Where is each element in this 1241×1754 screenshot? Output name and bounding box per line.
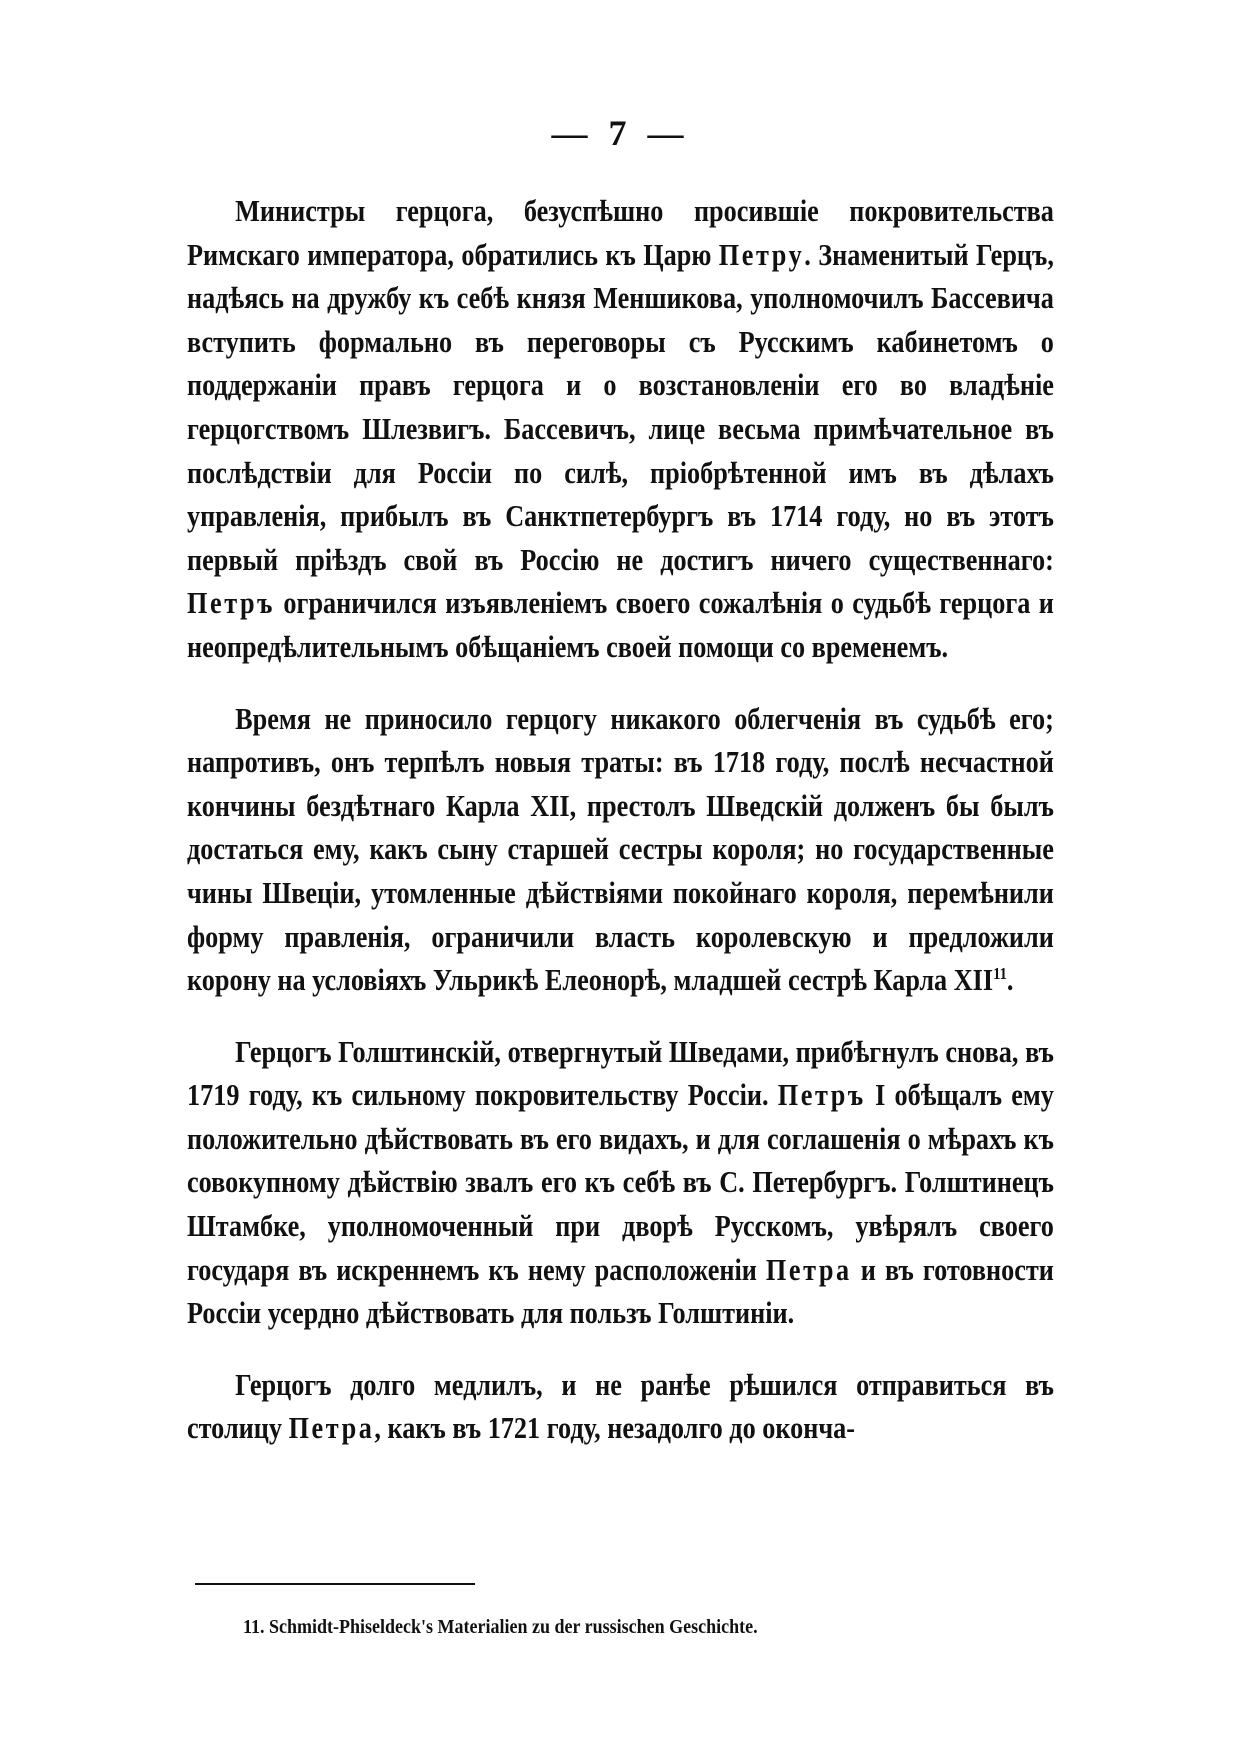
name-petr: Петру — [718, 237, 805, 272]
paragraph-3: Герцогъ Голштинскій, отвергнутый Шведами, прибѣгнулъ снова, въ 1719 году, къ сильному покровительству Россіи. Петръ I обѣщалъ ему положительно дѣйствовать въ его видахъ, и для соглашенія о мѣрахъ къ совокупному дѣйствію звалъ его къ себѣ въ С. Петербургъ. Голштинецъ Штамбке, уполномоченный при дворѣ Русскомъ, увѣрялъ своего государя въ искреннемъ къ нему расположеніи Петра и въ готовности Россіи усердно дѣйствовать для пользъ Голштиніи. — [187, 1034, 1054, 1331]
body-text — [187, 190, 1054, 1479]
name-petr: Петръ — [777, 1078, 866, 1113]
name-petr: Петръ — [187, 586, 276, 621]
page-number: — 7 — — [551, 113, 690, 153]
footnote-divider — [195, 1583, 475, 1585]
name-petra: Петра — [288, 1411, 375, 1446]
footnote: 11. Schmidt-Phiseldeck's Materialien zu der russischen Geschichte. — [243, 1616, 758, 1638]
paragraph-1: Министры герцога, безуспѣшно просившіе покровительства Римскаго императора, обратились къ Царю Петру. Знаменитый Герцъ, надѣясь на дружбу къ себѣ князя Меншикова, уполномочилъ Бассевича вступить формально въ переговоры съ Русскимъ кабинетомъ о поддержаніи правъ герцога и о возстановленіи его во владѣніе герцогствомъ Шлезвигъ. Бассевичъ, лице весьма примѣчательное въ послѣдствіи для Россіи по силѣ, пріобрѣтенной имъ въ дѣлахъ управленія, прибылъ въ Санктпетербургъ въ 1714 году, но въ этотъ первый пріѣздъ свой въ Россію не достигъ ничего существеннаго: Петръ ограничился изъявленіемъ своего сожалѣнія о судьбѣ герцога и неопредѣлительнымъ обѣщаніемъ своей помощи со временемъ. — [187, 194, 1054, 664]
paragraph-4: Герцогъ долго медлилъ, и не ранѣе рѣшился отправиться въ столицу Петра, какъ въ 1721 году, незадолго до оконча- — [187, 1367, 1054, 1446]
paragraph-2: Время не приносило герцогу никакого облегченія въ судьбѣ его; напротивъ, онъ терпѣлъ новыя траты: въ 1718 году, послѣ несчастной кончины бездѣтнаго Карла XII, престолъ Шведскій долженъ бы былъ достаться ему, какъ сыну старшей сестры короля; но государственные чины Швеціи, утомленные дѣйствіями покойнаго короля, перемѣнили форму правленія, ограничили власть королевскую и предложили корону на условіяхъ Ульрикѣ Елеонорѣ, младшей сестрѣ Карла XII$^{11}$. — [187, 701, 1054, 998]
footnote-reference[interactable]: 11 — [993, 963, 1007, 983]
name-petra: Петра — [765, 1252, 852, 1287]
